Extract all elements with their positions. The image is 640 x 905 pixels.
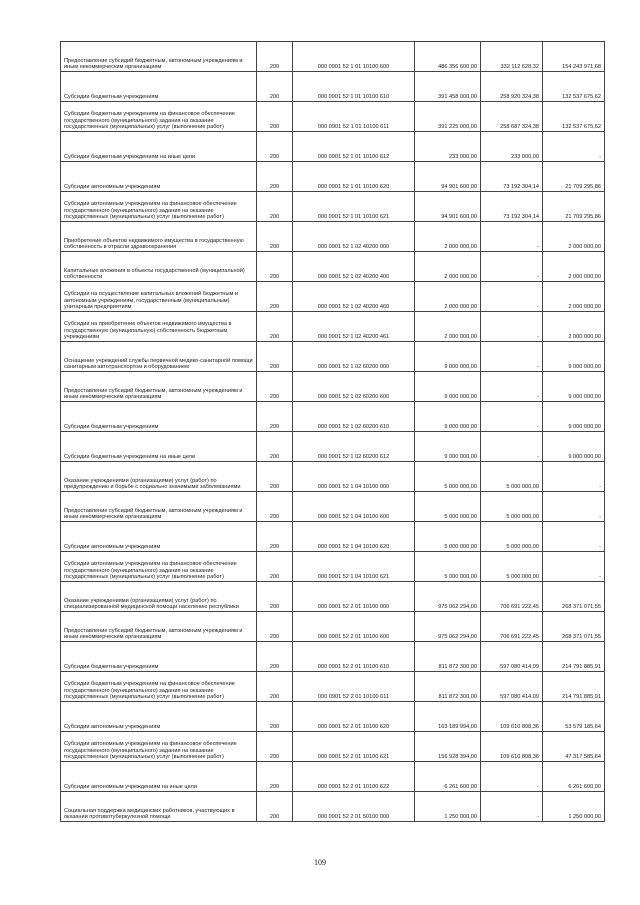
table-row	[61, 42, 605, 72]
admin-code-cell: 200	[257, 792, 293, 822]
approved-amount-cell: 233 000,00	[415, 132, 481, 162]
admin-code-cell: 200	[257, 162, 293, 192]
table-row	[61, 612, 605, 642]
approved-amount-cell: 2 000 000,00	[415, 252, 481, 282]
row-name-cell: Субсидии автономным учреждениям	[61, 702, 257, 732]
row-name-cell: Субсидии автономным учреждениям на финансовое обеспечение государственного (муниципального) задания на оказание государственных (муниципальных) услуг (выполнение работ)	[61, 192, 257, 222]
remaining-amount-cell: 132 537 675,62	[543, 72, 605, 102]
table-row	[61, 252, 605, 282]
remaining-amount-cell: 2 000 000,00	[543, 252, 605, 282]
approved-amount-cell: 2 000 000,00	[415, 282, 481, 312]
row-name-cell: Предоставление субсидий бюджетным, автономным учреждениям и иным некоммерческим организациям	[61, 612, 257, 642]
executed-amount-cell: -	[481, 792, 543, 822]
executed-amount-cell: 5 000 000,00	[481, 492, 543, 522]
admin-code-cell: 200	[257, 672, 293, 702]
table-row	[61, 492, 605, 522]
admin-code-cell: 200	[257, 642, 293, 672]
admin-code-cell: 200	[257, 492, 293, 522]
row-name-cell: Предоставление субсидий бюджетным, автономным учреждениям и иным некоммерческим организациям	[61, 492, 257, 522]
budget-code-cell: 000 0901 52 1 02 60200 610	[293, 402, 415, 432]
remaining-amount-cell: 268 371 071,55	[543, 582, 605, 612]
row-name-cell: Приобретение объектов недвижимого имущества в государственную собственность в отрасли здравоохранения	[61, 222, 257, 252]
remaining-amount-cell: 9 000 000,00	[543, 372, 605, 402]
row-name-cell: Субсидии на приобретение объектов недвижимого имущества в государственную (муниципальную) собственность бюджетным учреждениям	[61, 312, 257, 342]
budget-code-cell: 000 0901 52 2 01 10100 000	[293, 582, 415, 612]
budget-code-cell: 000 0901 52 1 01 10100 620	[293, 162, 415, 192]
table-row	[61, 642, 605, 672]
approved-amount-cell: 811 872 300,00	[415, 672, 481, 702]
budget-code-cell: 000 0901 52 1 01 10100 621	[293, 192, 415, 222]
row-name-cell: Социальная поддержка медицинских работников, участвующих в оказании противотуберкулезной помощи	[61, 792, 257, 822]
row-name-cell: Субсидии бюджетным учреждениям на финансовое обеспечение государственного (муниципального) задания на оказание государственных (муниципальных) услуг (выполнение работ)	[61, 102, 257, 132]
admin-code-cell: 200	[257, 132, 293, 162]
table-row	[61, 192, 605, 222]
approved-amount-cell: 156 928 394,00	[415, 732, 481, 762]
executed-amount-cell: 5 000 000,00	[481, 462, 543, 492]
executed-amount-cell: 332 112 628,32	[481, 42, 543, 72]
budget-code-cell: 000 0901 52 1 01 10100 612	[293, 132, 415, 162]
executed-amount-cell: 258 920 324,38	[481, 72, 543, 102]
remaining-amount-cell: 6 261 600,00	[543, 762, 605, 792]
executed-amount-cell: 109 610 808,36	[481, 702, 543, 732]
table-row	[61, 282, 605, 312]
remaining-amount-cell: 21 709 295,86	[543, 162, 605, 192]
budget-code-cell: 000 0901 52 1 02 60200 612	[293, 432, 415, 462]
remaining-amount-cell: 53 579 185,64	[543, 702, 605, 732]
remaining-amount-cell: 268 371 071,55	[543, 612, 605, 642]
table-row	[61, 342, 605, 372]
table-row	[61, 162, 605, 192]
executed-amount-cell: 109 610 808,36	[481, 732, 543, 762]
admin-code-cell: 200	[257, 732, 293, 762]
remaining-amount-cell: 9 000 000,00	[543, 342, 605, 372]
budget-code-cell: 000 0901 52 1 02 40200 400	[293, 252, 415, 282]
budget-code-cell: 000 0901 52 1 01 10100 611	[293, 102, 415, 132]
approved-amount-cell: 2 000 000,00	[415, 222, 481, 252]
executed-amount-cell: -	[481, 402, 543, 432]
remaining-amount-cell: 132 537 675,62	[543, 102, 605, 132]
remaining-amount-cell: 47 317 585,64	[543, 732, 605, 762]
executed-amount-cell: 5 000 000,00	[481, 522, 543, 552]
approved-amount-cell: 5 000 000,00	[415, 522, 481, 552]
table-row	[61, 102, 605, 132]
admin-code-cell: 200	[257, 762, 293, 792]
row-name-cell: Субсидии автономным учреждениям на финансовое обеспечение государственного (муниципального) задания на оказание государственных (муниципальных) услуг (выполнение работ)	[61, 732, 257, 762]
remaining-amount-cell: 9 000 000,00	[543, 432, 605, 462]
executed-amount-cell: 73 192 304,14	[481, 162, 543, 192]
budget-code-cell: 000 0901 52 1 04 10100 600	[293, 492, 415, 522]
budget-code-cell: 000 0901 52 2 01 10100 620	[293, 702, 415, 732]
page-number: 109	[314, 858, 326, 867]
row-name-cell: Субсидии автономным учреждениям на иные цели	[61, 762, 257, 792]
budget-code-cell: 000 0901 52 1 02 60200 600	[293, 372, 415, 402]
approved-amount-cell: 9 000 000,00	[415, 432, 481, 462]
row-name-cell: Субсидии автономным учреждениям	[61, 522, 257, 552]
executed-amount-cell: -	[481, 372, 543, 402]
executed-amount-cell: 706 691 222,45	[481, 582, 543, 612]
table-row	[61, 432, 605, 462]
row-name-cell: Предоставление субсидий бюджетным, автономным учреждениям и иным некоммерческим организациям	[61, 372, 257, 402]
budget-code-cell: 000 0901 52 2 01 10100 622	[293, 762, 415, 792]
table-row	[61, 312, 605, 342]
executed-amount-cell: -	[481, 432, 543, 462]
row-name-cell: Субсидии автономным учреждениям	[61, 162, 257, 192]
row-name-cell: Оказание учреждениями (организациями) услуг (работ) по специализированной медицинской помощи населению республики	[61, 582, 257, 612]
remaining-amount-cell: 9 000 000,00	[543, 402, 605, 432]
approved-amount-cell: 975 062 294,00	[415, 612, 481, 642]
table-row	[61, 702, 605, 732]
remaining-amount-cell: -	[543, 522, 605, 552]
executed-amount-cell: 597 080 414,09	[481, 672, 543, 702]
executed-amount-cell: -	[481, 252, 543, 282]
row-name-cell: Капитальные вложения в объекты государственной (муниципальной) собственности	[61, 252, 257, 282]
budget-code-cell: 000 0901 52 1 04 10100 621	[293, 552, 415, 582]
remaining-amount-cell: -	[543, 552, 605, 582]
budget-code-cell: 000 0901 52 1 04 10100 000	[293, 462, 415, 492]
admin-code-cell: 200	[257, 612, 293, 642]
approved-amount-cell: 391 225 000,00	[415, 102, 481, 132]
row-name-cell: Оснащение учреждений службы первичной медико-санитарной помощи санитарным автотранспортом и оборудованием	[61, 342, 257, 372]
budget-code-cell: 000 0901 52 1 02 60200 000	[293, 342, 415, 372]
executed-amount-cell: -	[481, 762, 543, 792]
row-name-cell: Предоставление субсидий бюджетным, автономным учреждениям и иным некоммерческим организациям	[61, 42, 257, 72]
remaining-amount-cell: -	[543, 462, 605, 492]
admin-code-cell: 200	[257, 372, 293, 402]
executed-amount-cell: 258 687 324,38	[481, 102, 543, 132]
admin-code-cell: 200	[257, 552, 293, 582]
executed-amount-cell: 73 192 304,14	[481, 192, 543, 222]
approved-amount-cell: 163 189 994,00	[415, 702, 481, 732]
remaining-amount-cell: 2 000 000,00	[543, 282, 605, 312]
table-row	[61, 222, 605, 252]
remaining-amount-cell: -	[543, 492, 605, 522]
admin-code-cell: 200	[257, 522, 293, 552]
remaining-amount-cell: 2 000 000,00	[543, 222, 605, 252]
approved-amount-cell: 1 250 000,00	[415, 792, 481, 822]
approved-amount-cell: 5 000 000,00	[415, 552, 481, 582]
admin-code-cell: 200	[257, 342, 293, 372]
budget-code-cell: 000 0901 52 2 01 10100 600	[293, 612, 415, 642]
table-row	[61, 72, 605, 102]
table-body	[61, 42, 605, 822]
budget-code-cell: 000 0901 52 1 02 40200 000	[293, 222, 415, 252]
row-name-cell: Субсидии бюджетным учреждениям на иные цели	[61, 432, 257, 462]
remaining-amount-cell: 214 791 885,91	[543, 672, 605, 702]
budget-code-cell: 000 0901 52 2 01 10100 610	[293, 642, 415, 672]
table-row	[61, 522, 605, 552]
admin-code-cell: 200	[257, 222, 293, 252]
remaining-amount-cell: 1 250 000,00	[543, 792, 605, 822]
row-name-cell: Субсидии бюджетным учреждениям на финансовое обеспечение государственного (муниципального) задания на оказание государственных (муниципальных) услуг (выполнение работ)	[61, 672, 257, 702]
budget-code-cell: 000 0901 52 2 01 10100 621	[293, 732, 415, 762]
approved-amount-cell: 5 000 000,00	[415, 462, 481, 492]
budget-code-cell: 000 0901 52 1 04 10100 620	[293, 522, 415, 552]
approved-amount-cell: 9 000 000,00	[415, 402, 481, 432]
executed-amount-cell: -	[481, 312, 543, 342]
executed-amount-cell: 706 691 222,45	[481, 612, 543, 642]
table-row	[61, 672, 605, 702]
remaining-amount-cell: 214 791 885,91	[543, 642, 605, 672]
admin-code-cell: 200	[257, 252, 293, 282]
remaining-amount-cell: -	[543, 132, 605, 162]
executed-amount-cell: -	[481, 282, 543, 312]
remaining-amount-cell: 21 709 295,86	[543, 192, 605, 222]
approved-amount-cell: 9 000 000,00	[415, 342, 481, 372]
budget-execution-table	[60, 41, 605, 822]
table-row	[61, 132, 605, 162]
table-row	[61, 402, 605, 432]
executed-amount-cell: 5 000 000,00	[481, 552, 543, 582]
row-name-cell: Оказание учреждениями (организациями) услуг (работ) по предупреждению и борьбе с социально значимыми заболеваниями	[61, 462, 257, 492]
admin-code-cell: 200	[257, 582, 293, 612]
approved-amount-cell: 975 062 294,00	[415, 582, 481, 612]
table-row	[61, 582, 605, 612]
approved-amount-cell: 391 458 000,00	[415, 72, 481, 102]
admin-code-cell: 200	[257, 72, 293, 102]
approved-amount-cell: 94 901 600,00	[415, 162, 481, 192]
budget-code-cell: 000 0901 52 2 01 10100 611	[293, 672, 415, 702]
remaining-amount-cell: 2 000 000,00	[543, 312, 605, 342]
table-row	[61, 792, 605, 822]
admin-code-cell: 200	[257, 312, 293, 342]
admin-code-cell: 200	[257, 402, 293, 432]
row-name-cell: Субсидии на осуществление капитальных вложений бюджетным и автономным учреждениям, государственным (муниципальным) унитарным предприятиям	[61, 282, 257, 312]
table-row	[61, 462, 605, 492]
row-name-cell: Субсидии бюджетным учреждениям	[61, 72, 257, 102]
approved-amount-cell: 94 901 600,00	[415, 192, 481, 222]
executed-amount-cell: 597 080 414,09	[481, 642, 543, 672]
approved-amount-cell: 486 356 600,00	[415, 42, 481, 72]
executed-amount-cell: -	[481, 222, 543, 252]
row-name-cell: Субсидии бюджетным учреждениям	[61, 642, 257, 672]
budget-code-cell: 000 0901 52 1 01 10100 610	[293, 72, 415, 102]
executed-amount-cell: -	[481, 342, 543, 372]
remaining-amount-cell: 154 243 971,68	[543, 42, 605, 72]
admin-code-cell: 200	[257, 702, 293, 732]
table-row	[61, 552, 605, 582]
table-row	[61, 762, 605, 792]
table-row	[61, 732, 605, 762]
admin-code-cell: 200	[257, 192, 293, 222]
approved-amount-cell: 9 000 000,00	[415, 372, 481, 402]
row-name-cell: Субсидии автономным учреждениям на финансовое обеспечение государственного (муниципального) задания на оказание государственных (муниципальных) услуг (выполнение работ)	[61, 552, 257, 582]
budget-code-cell: 000 0901 52 1 01 10100 600	[293, 42, 415, 72]
row-name-cell: Субсидии бюджетным учреждениям на иные цели	[61, 132, 257, 162]
approved-amount-cell: 5 000 000,00	[415, 492, 481, 522]
admin-code-cell: 200	[257, 462, 293, 492]
table-row	[61, 372, 605, 402]
budget-code-cell: 000 0901 52 2 01 50100 000	[293, 792, 415, 822]
admin-code-cell: 200	[257, 432, 293, 462]
admin-code-cell: 200	[257, 282, 293, 312]
admin-code-cell: 200	[257, 102, 293, 132]
approved-amount-cell: 6 261 600,00	[415, 762, 481, 792]
budget-code-cell: 000 0901 52 1 02 40200 460	[293, 282, 415, 312]
executed-amount-cell: 233 000,00	[481, 132, 543, 162]
row-name-cell: Субсидии бюджетным учреждениям	[61, 402, 257, 432]
budget-code-cell: 000 0901 52 1 02 40200 461	[293, 312, 415, 342]
approved-amount-cell: 2 000 000,00	[415, 312, 481, 342]
approved-amount-cell: 811 872 300,00	[415, 642, 481, 672]
report-table-area	[60, 41, 604, 822]
admin-code-cell: 200	[257, 42, 293, 72]
